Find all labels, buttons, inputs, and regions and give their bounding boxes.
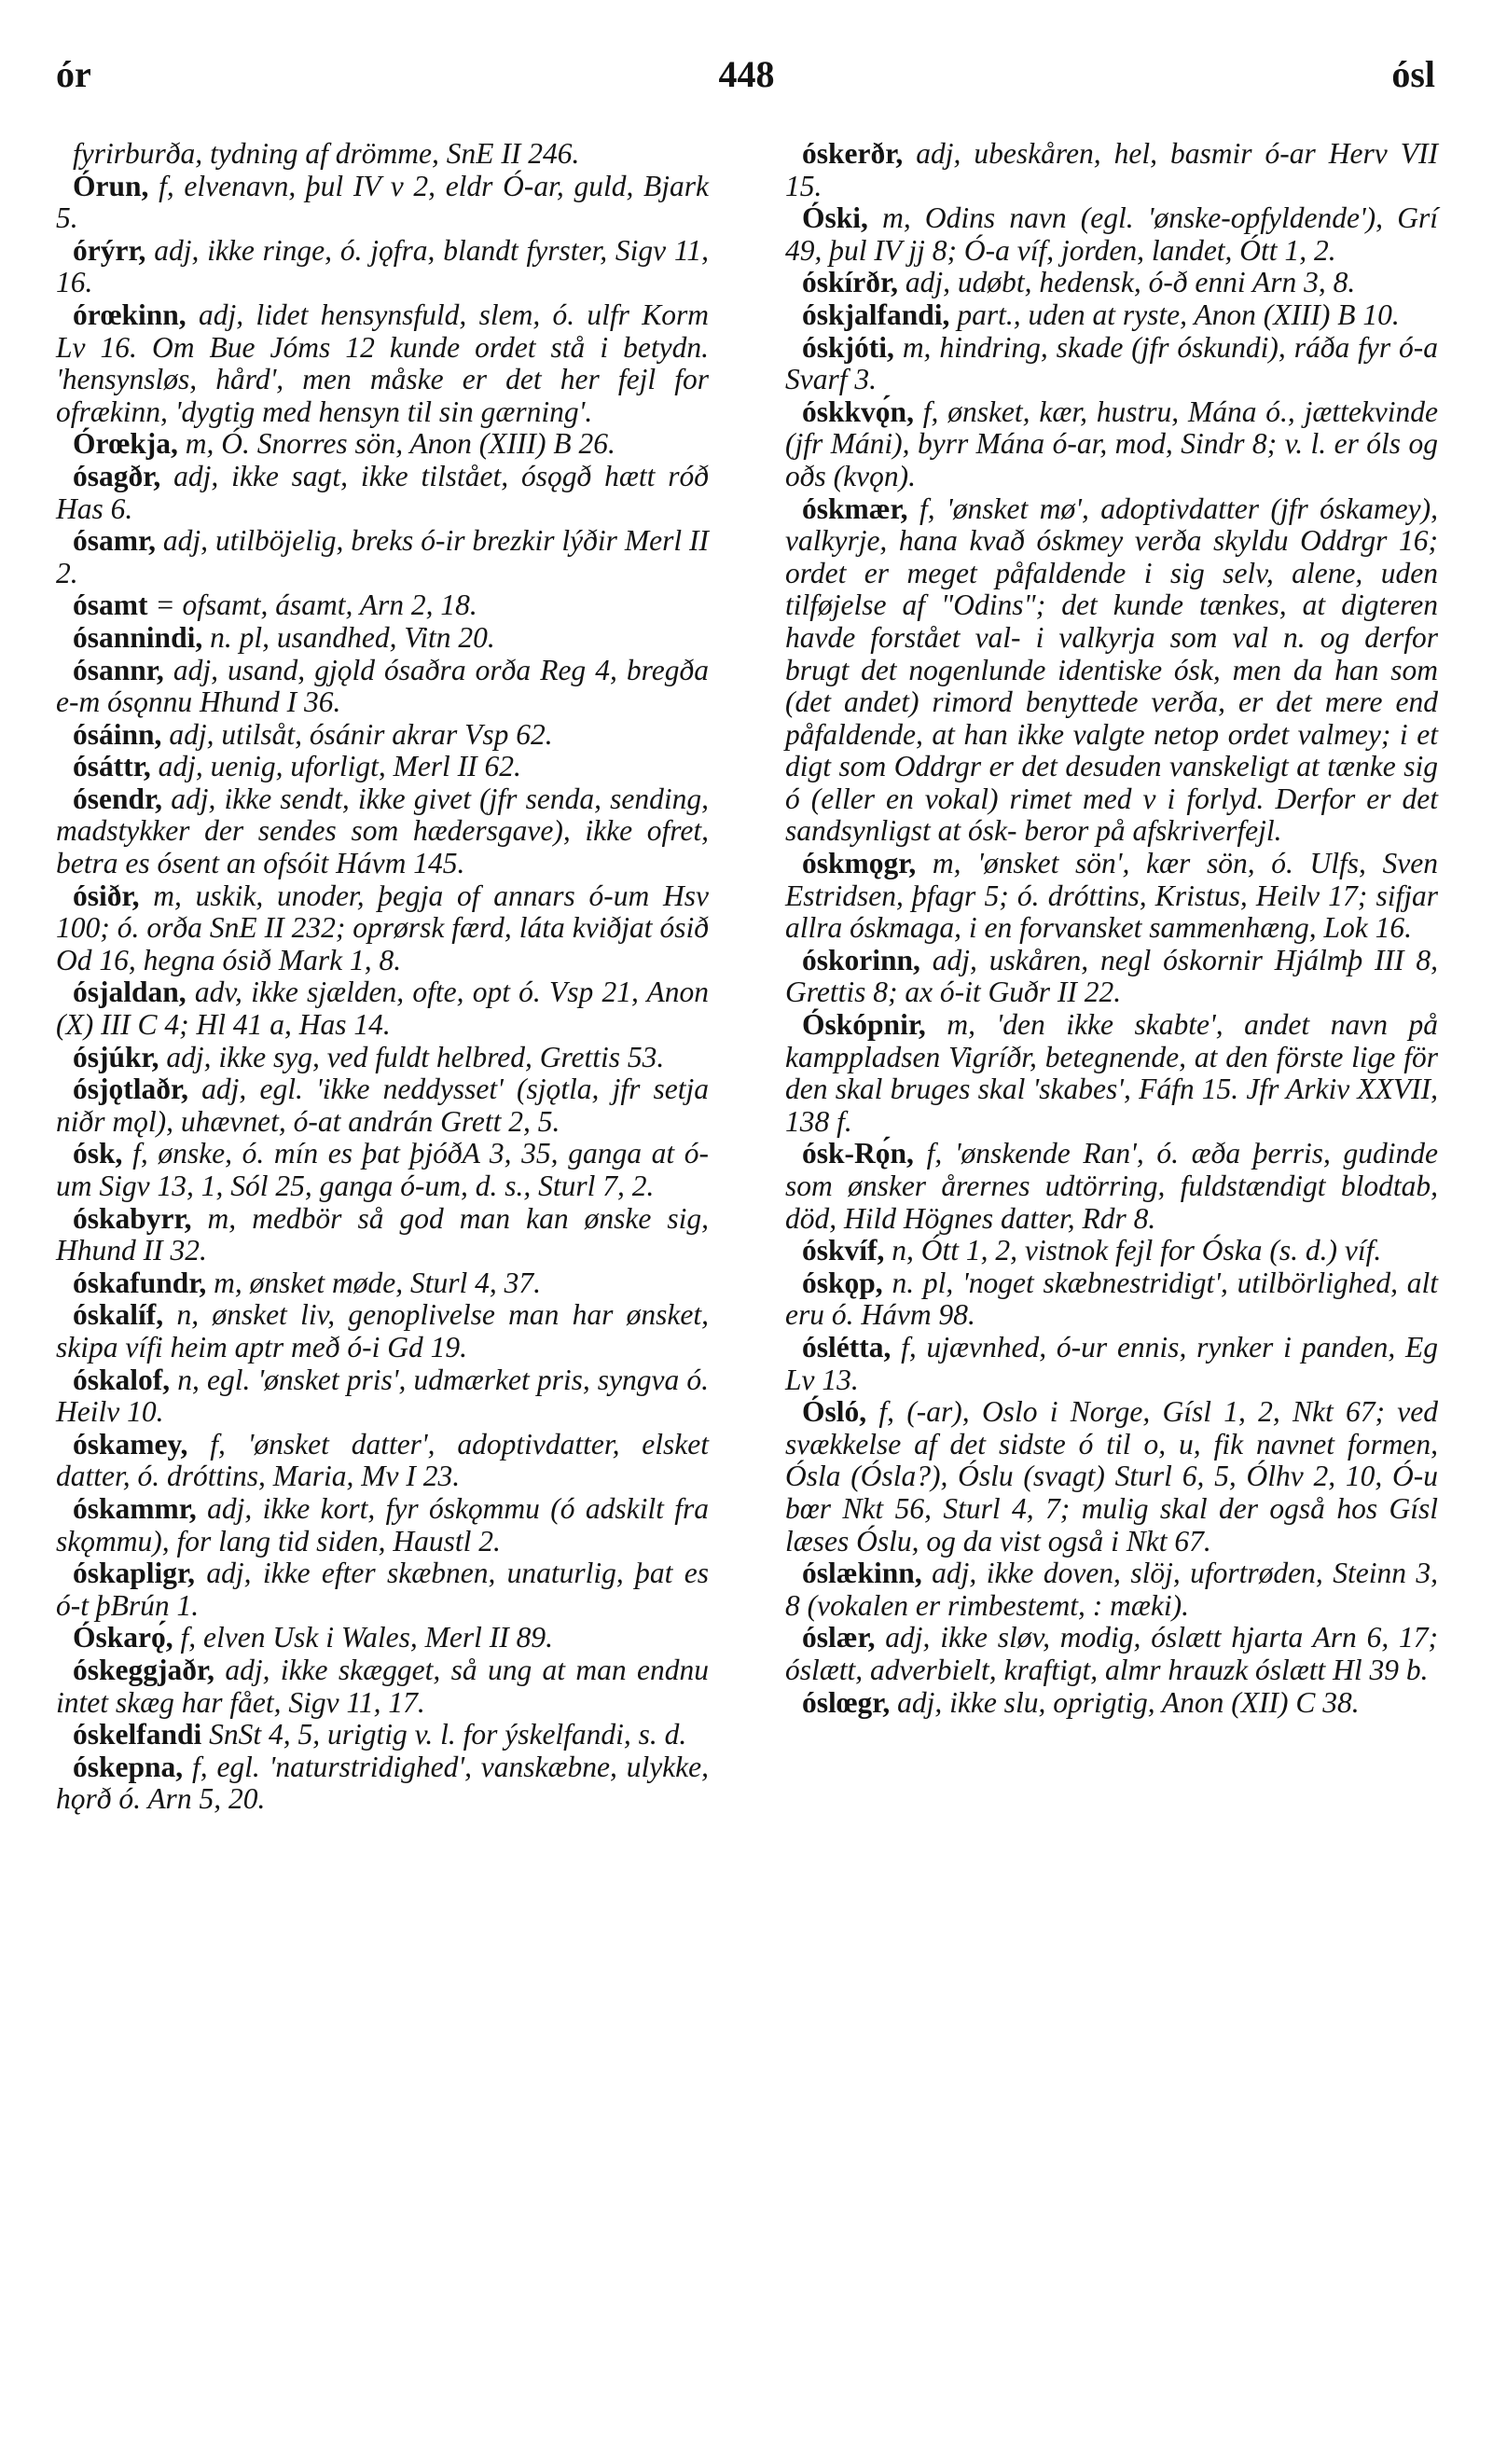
entry-definition: adj, lidet hensynsfuld, slem, ó. ulfr Korm Lv 16. Om Bue Jóms 12 kunde ordet stå i betydn. 'hensynsløs, hård', men måske er det her fejl for ofrækinn, 'dygtig med hensyn til sin gærning'. [56,298,709,428]
dictionary-entry [785,945,1438,1009]
entry-definition: f, ønske, ó. mín es þat þjóðA 3, 35, ganga at ó-um Sigv 13, 1, Sól 25, ganga ó-um, d. s., Sturl 7, 2. [56,1137,709,1202]
dictionary-entry [56,719,709,752]
entry-definition: n, egl. 'ønsket pris', udmærket pris, syngva ó. Heilv 10. [56,1363,710,1429]
entry-headword: ósáttr, [73,750,151,783]
dictionary-entry [785,1687,1438,1720]
entry-definition: n, Ótt 1, 2, vistnok fejl for Óska (s. d.) víf. [892,1234,1382,1267]
dictionary-entry [785,1557,1438,1622]
entry-headword: óskírðr, [802,266,898,299]
entry-definition: adj, ikke syg, ved fuldt helbred, Grettis 53. [166,1040,665,1073]
entry-definition: m, ønsket møde, Sturl 4, 37. [214,1266,542,1299]
dictionary-entry [785,1235,1438,1267]
dictionary-entry [56,880,709,977]
dictionary-entry [56,1557,709,1622]
dictionary-entry [785,267,1438,299]
entry-definition: adj, uskåren, negl óskornir Hjálmþ III 8, Grettis 8; ax ó-it Guðr II 22. [785,943,1438,1009]
entry-headword: ósiðr, [73,879,140,912]
running-head-right: ósl [1391,53,1435,95]
dictionary-entry [56,525,709,589]
entry-definition: adj, utilsåt, ósánir akrar Vsp 62. [169,717,553,751]
entry-definition: adj, ikke slu, oprigtig, Anon (XII) C 38. [897,1685,1360,1719]
page-number: 448 [718,53,775,95]
entry-definition: adj, ikke kort, fyr óskǫmmu (ó adskilt fra skǫmmu), for lang tid siden, Haustl 2. [56,1491,709,1557]
entry-headword: óslœgr, [802,1685,891,1719]
entry-headword: óskamey, [73,1427,188,1460]
entry-headword: óskjóti, [802,330,894,364]
entry-definition: fyrirburða, tydning af drömme, SnE II 246. [73,137,580,170]
entry-definition: n. pl, usandhed, Vitn 20. [210,620,495,654]
entry-definition: n, ønsket liv, genoplivelse man har ønsket, skipa vífi heim aptr með ó-i Gd 19. [56,1298,709,1364]
entry-definition: m, 'den ikke skabte', andet navn på kamppladsen Vigríðr, betegnende, at den förste lige för den skal bruges skal 'skabes', Fáfn 15. Jfr Arkiv XXVII, 138 f. [785,1008,1439,1138]
entry-definition: part., uden at ryste, Anon (XIII) B 10. [957,298,1400,331]
dictionary-entry [785,1396,1438,1557]
entry-headword: ósamt [73,588,148,622]
dictionary-entry [785,1622,1438,1686]
entry-definition: m, 'ønsket sön', kær sön, ó. Ulfs, Sven Estridsen, þfagr 5; ó. dróttins, Kristus, Heilv 17; sifjar allra óskmaga, i en forvansket sammenhæng, Lok 16. [785,847,1439,945]
entry-definition: m, uskik, unoder, þegja of annars ó-um Hsv 100; ó. orða SnE II 232; oprørsk færd, láta kviðjat ósið Od 16, hegna ósið Mark 1, 8. [56,879,710,976]
dictionary-entry [56,1654,709,1719]
entry-headword: óslær, [802,1621,876,1654]
entry-definition: SnSt 4, 5, urigtig v. l. for ýskelfandi, s. d. [209,1718,687,1751]
dictionary-entry [56,1719,709,1751]
entry-headword: óskalíf, [73,1298,164,1332]
dictionary-entry [785,138,1438,202]
entry-headword: ósannindi, [73,620,203,654]
entry-definition: f, 'ønskende Ran', ó. æða þerris, gudinde som ønsker årernes udtörring, fuldstændigt blodtab, död, Hild Högnes datter, Rdr 8. [785,1137,1439,1235]
dictionary-entry [56,138,709,171]
entry-definition: f, ujævnhed, ó-ur ennis, rynker i panden, Eg Lv 13. [785,1330,1438,1396]
entry-headword: ósjúkr, [73,1040,159,1073]
entry-definition: m, Odins navn (egl. 'ønske-opfyldende'), Grí 49, þul IV jj 8; Ó-a víf, jorden, landet, Ótt 1, 2. [785,201,1438,267]
entry-definition: f, egl. 'naturstridighed', vanskæbne, ulykke, hǫrð ó. Arn 5, 20. [56,1750,709,1816]
entry-definition: adj, usand, gjǫld ósaðra orða Reg 4, bregða e-m ósǫnnu Hhund I 36. [56,653,710,719]
entry-headword: óskvíf, [802,1234,885,1267]
entry-definition: adj, ikke efter skæbnen, unaturlig, þat es ó-t þBrún 1. [56,1557,709,1622]
dictionary-entry [56,235,709,299]
entry-definition: adj, ikke sendt, ikke givet (jfr senda, sending, madstykker der sendes som hædersgave), ikke ofret, betra es ósent an ofsóit Hávm 145. [56,782,710,880]
entry-headword: óskjalfandi, [802,298,950,331]
entry-definition: = ofsamt, ásamt, Arn 2, 18. [155,588,477,622]
entry-definition: f, 'ønsket mø', adoptivdatter (jfr óskamey), valkyrje, hana kvað óskmey verða skyldu Oddrgr 16; ordet er meget påfaldende i sig selv, alene, uden tilføjelse af "Odins"; det kunde tænkes, at digteren havde forstået val- i valkyrja som val n. og derfor brugt det nogenlunde identiske ósk, men da han som (det andet) rimord benyttede verða, er det mere end påfaldende, at han ikke valgte netop ordet valmey; i et digt som Oddrgr er det desuden vanskeligt at tænke sig ó (eller en vokal) rimet med v i forlyd. Derfor er det sandsynligst at ósk- beror på afskriverfejl. [785,491,1438,848]
entry-definition: f, (-ar), Oslo i Norge, Gísl 1, 2, Nkt 67; ved svækkelse af det sidste ó til o, u, fik navnet formen, Ósla (Ósla?), Óslu (svagt) Sturl 6, 5, Ólhv 2, 10, Ó-u bœr Nkt 56, Sturl 4, 7; mulig skal der også hos Gísl læses Óslu, og da vist også i Nkt 67. [785,1395,1439,1557]
dictionary-entry [785,1267,1438,1332]
entry-definition: adj, ikke sagt, ikke tilstået, ósǫgð hætt róð Has 6. [56,459,709,525]
entry-headword: óskepna, [73,1750,184,1783]
entry-headword: óskabyrr, [73,1201,192,1235]
entry-definition: n. pl, 'noget skæbnestridigt', utilbörlighed, alt eru ó. Hávm 98. [785,1266,1439,1332]
dictionary-entry [785,1332,1438,1396]
entry-headword: óskmær, [802,491,908,525]
right-column [785,138,1438,1719]
entry-headword: ósendr, [73,782,162,815]
entry-headword: ósk-Rǫ́n, [802,1137,914,1170]
entry-headword: óskkvǫ́n, [802,395,914,428]
dictionary-entry [56,1042,709,1074]
entry-headword: óskerðr, [802,137,904,170]
entry-headword: Ósló, [802,1395,867,1429]
entry-headword: ósannr, [73,653,164,686]
dictionary-entry [56,1751,709,1816]
entry-headword: Óskarǫ́, [73,1621,173,1654]
dictionary-entry [785,299,1438,332]
dictionary-entry [56,1138,709,1202]
dictionary-entry [56,299,709,428]
dictionary-entry [56,171,709,235]
entry-headword: Órœkja, [73,427,178,461]
entry-headword: órýrr, [73,233,146,267]
entry-definition: f, elven Usk i Wales, Merl II 89. [180,1621,554,1654]
dictionary-entry [56,751,709,783]
dictionary-entry [785,396,1438,493]
entry-headword: óskmǫgr, [802,847,917,880]
entry-headword: óslétta, [802,1330,892,1364]
entry-headword: Óski, [802,201,868,235]
entry-headword: óskelfandi [73,1718,202,1751]
dictionary-entry [56,1267,709,1300]
dictionary-entry [56,1622,709,1654]
entry-definition: adj, utilböjelig, breks ó-ir brezkir lýðir Merl II 2. [56,524,709,589]
entry-definition: m, hindring, skade (jfr óskundi), ráða fyr ó-a Svarf 3. [785,330,1438,396]
dictionary-entry [56,461,709,525]
entry-definition: adj, ikke sløv, modig, óslætt hjarta Arn 6, 17; óslætt, adverbielt, kraftigt, almr hrauzk óslætt Hl 39 b. [785,1621,1439,1686]
entry-definition: f, ønsket, kær, hustru, Mána ó., jættekvinde (jfr Máni), byrr Mána ó-ar, mod, Sindr 8; v. l. er óls og oðs (kvǫn). [785,395,1439,492]
entry-definition: adj, ubeskåren, hel, basmir ó-ar Herv VII 15. [785,137,1439,202]
entry-definition: f, 'ønsket datter', adoptivdatter, elsket datter, ó. dróttins, Maria, Mv I 23. [56,1427,710,1493]
entry-headword: órœkinn, [73,298,187,331]
entry-definition: adj, uenig, uforligt, Merl II 62. [158,750,521,783]
entry-headword: óskammr, [73,1491,197,1525]
entry-definition: m, Ó. Snorres sön, Anon (XIII) B 26. [185,427,615,461]
dictionary-entry [785,1138,1438,1235]
dictionary-entry [56,428,709,461]
dictionary-entry [56,1364,709,1429]
dictionary-entry [56,655,709,719]
entry-headword: Óskópnir, [802,1008,926,1042]
dictionary-entry [56,1493,709,1557]
running-head-left: ór [56,53,91,95]
entry-headword: ósjǫtlaðr, [73,1073,188,1106]
entry-headword: ósjaldan, [73,976,187,1009]
dictionary-entry [56,976,709,1041]
entry-definition: f, elvenavn, þul IV v 2, eldr Ó-ar, guld, Bjark 5. [56,169,710,235]
entry-headword: óskalof, [73,1363,171,1396]
entry-headword: ósagðr, [73,459,161,492]
entry-headword: óskafundr, [73,1266,207,1299]
dictionary-entry [56,589,709,622]
entry-headword: óskǫp, [802,1266,883,1299]
left-column [56,138,709,1816]
entry-headword: óskeggjaðr, [73,1653,214,1686]
entry-definition: m, medbör så god man kan ønske sig, Hhund II 32. [56,1201,709,1267]
entry-definition: adj, udøbt, hedensk, ó-ð enni Arn 3, 8. [905,266,1356,299]
entry-headword: óslækinn, [802,1557,922,1590]
entry-headword: ósk, [73,1137,123,1170]
entry-headword: óskorinn, [802,943,920,976]
entry-headword: ósáinn, [73,717,162,751]
dictionary-entry [56,1203,709,1267]
entry-headword: Órun, [73,169,149,202]
dictionary-entry [56,622,709,655]
entry-definition: adj, ikke skægget, så ung at man endnu intet skæg har fået, Sigv 11, 17. [56,1653,709,1719]
dictionary-entry [785,1009,1438,1138]
dictionary-entry [56,1073,709,1138]
entry-definition: adj, ikke ringe, ó. jǫfra, blandt fyrster, Sigv 11, 16. [56,233,710,299]
dictionary-entry [785,202,1438,267]
entry-headword: ósamr, [73,524,156,558]
dictionary-entry [785,332,1438,396]
entry-definition: adv, ikke sjælden, ofte, opt ó. Vsp 21, Anon (X) III C 4; Hl 41 a, Has 14. [56,976,709,1042]
entry-definition: adj, egl. 'ikke neddysset' (sjǫtla, jfr setja niðr mǫl), uhævnet, ó-at andrán Grett 2, 5. [56,1073,710,1138]
dictionary-entry [785,493,1438,849]
dictionary-entry [56,783,709,880]
dictionary-entry [56,1429,709,1493]
dictionary-entry [785,848,1438,945]
entry-headword: óskapligr, [73,1557,196,1590]
dictionary-entry [56,1299,709,1364]
entry-definition: adj, ikke doven, slöj, ufortrøden, Steinn 3, 8 (vokalen er rimbestemt, : mæki). [785,1557,1438,1622]
